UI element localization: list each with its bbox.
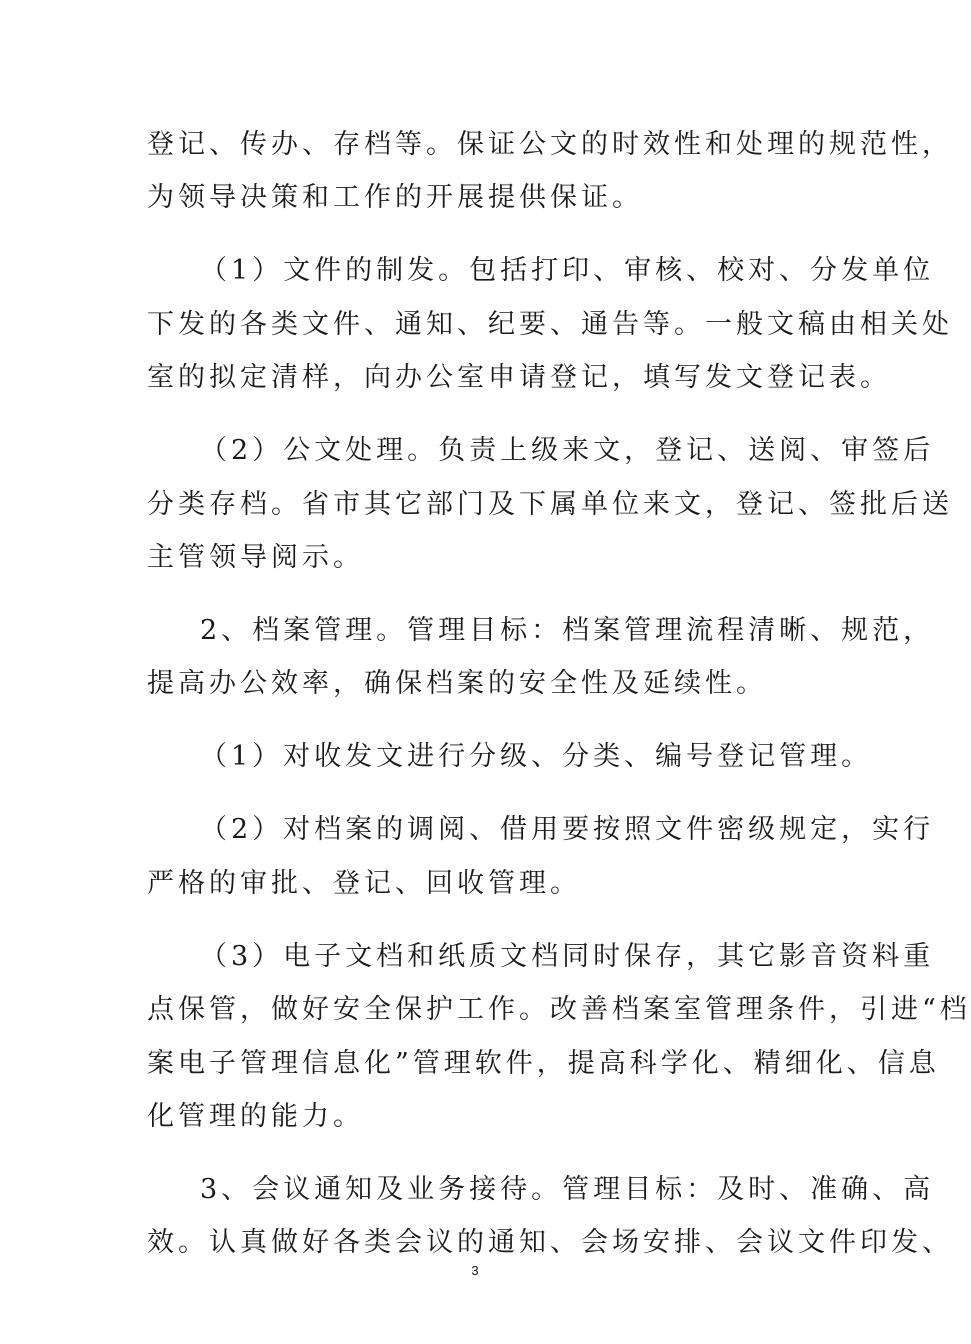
paragraph-line: 点保管，做好安全保护工作。改善档案室管理条件，引进“档 [147, 994, 971, 1025]
page-number: 3 [471, 1263, 479, 1278]
paragraph-line: 3、会议通知及业务接待。管理目标：及时、准确、高 [200, 1174, 935, 1205]
paragraph-line: 主管领导阅示。 [147, 542, 364, 573]
paragraph-line: （2）对档案的调阅、借用要按照文件密级规定，实行 [200, 814, 935, 845]
paragraph-line: （1）对收发文进行分级、分类、编号登记管理。 [200, 741, 873, 772]
paragraph-line: 化管理的能力。 [147, 1101, 364, 1132]
paragraph-line: 登记、传办、存档等。保证公文的时效性和处理的规范性， [147, 129, 953, 160]
paragraph-line: 2、档案管理。管理目标：档案管理流程清晰、规范， [200, 615, 935, 646]
paragraph-line: （1）文件的制发。包括打印、审核、校对、分发单位 [200, 255, 935, 286]
paragraph-line: （2）公文处理。负责上级来文，登记、送阅、审签后 [200, 435, 935, 466]
paragraph-line: 严格的审批、登记、回收管理。 [147, 868, 581, 899]
paragraph-line: 效。认真做好各类会议的通知、会场安排、会议文件印发、 [147, 1227, 953, 1258]
paragraph-line: 提高办公效率，确保档案的安全性及延续性。 [147, 668, 767, 699]
paragraph-line: 案电子管理信息化”管理软件，提高科学化、精细化、信息 [147, 1048, 940, 1079]
paragraph-line: 为领导决策和工作的开展提供保证。 [147, 182, 643, 213]
paragraph-line: 室的拟定清样，向办公室申请登记，填写发文登记表。 [147, 362, 891, 393]
paragraph-line: （3）电子文档和纸质文档同时保存，其它影音资料重 [200, 941, 935, 972]
paragraph-line: 分类存档。省市其它部门及下属单位来文，登记、签批后送 [147, 489, 953, 520]
paragraph-line: 下发的各类文件、通知、纪要、通告等。一般文稿由相关处 [147, 309, 953, 340]
